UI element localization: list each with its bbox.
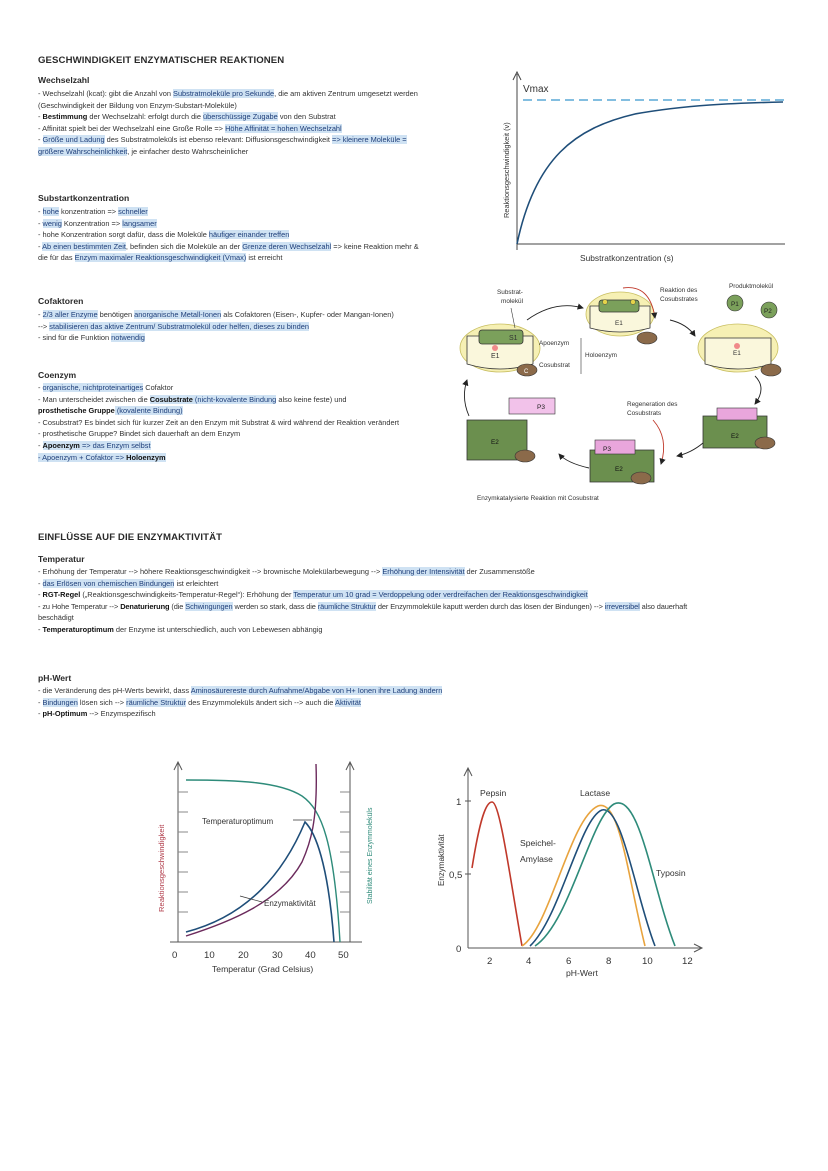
text-line: - Größe und Ladung des Substratmoleküls ist ebenso relevant: Diffusionsgeschwindigkeit => kleinere Moleküle = bbox=[38, 135, 407, 145]
label-amylase: Amylase bbox=[520, 854, 553, 864]
stability-curve bbox=[186, 780, 340, 942]
text-line: - 2/3 aller Enzyme benötigen anorganische Metall-Ionen als Cofaktoren (Eisen-, Kupfer- oder Mangan-Ionen) bbox=[38, 310, 394, 319]
text-line: größere Wahrscheinlichkeit, je einfacher desto Wahrscheinlicher bbox=[38, 146, 249, 156]
enzyme-cycle-diagram bbox=[455, 278, 800, 510]
vmax-ylabel: Reaktionsgeschwindigkeit (v) bbox=[502, 122, 511, 218]
label-typosin: Typosin bbox=[656, 868, 686, 878]
text-line: - sind für die Funktion notwendig bbox=[38, 333, 145, 343]
label-holoenzym: Holoenzym bbox=[585, 352, 617, 359]
cosubstrate-shape-6 bbox=[515, 450, 535, 462]
tag-p2: P2 bbox=[764, 308, 772, 315]
text-line: - Temperaturoptimum der Enzyme ist unterschiedlich, auch von Lebewesen abhängig bbox=[38, 624, 323, 634]
text-line: - prosthetische Gruppe? Bindet sich dauerhaft an dem Enzym bbox=[38, 429, 241, 439]
y-tick: 0 bbox=[456, 944, 462, 955]
temperatur-text bbox=[38, 566, 798, 636]
temperature-chart bbox=[150, 752, 390, 982]
tag-p3: P3 bbox=[537, 404, 546, 411]
rate-curve bbox=[186, 764, 316, 936]
temp-xlabel: Temperatur (Grad Celsius) bbox=[212, 964, 314, 974]
x-tick: 40 bbox=[305, 950, 316, 961]
label-reaktion-2: Cosubstrates bbox=[660, 296, 698, 303]
x-tick: 50 bbox=[338, 950, 349, 961]
x-tick: 6 bbox=[566, 956, 572, 967]
text-line: - zu Hohe Temperatur --> Denaturierung (die Schwingungen werden so stark, dass die räumliche Struktur der Enzymmoleküle kaputt werden durch das lösen der Bindungen) --> irreversibel also dauerhaft bbox=[38, 601, 688, 611]
tag-e2-left: E2 bbox=[491, 439, 499, 446]
tag-c: C bbox=[524, 369, 529, 375]
x-tick: 10 bbox=[204, 950, 215, 961]
tag-p3-mid: P3 bbox=[603, 446, 612, 453]
tag-e1-3: E1 bbox=[733, 350, 741, 357]
heading-temperatur: Temperatur bbox=[38, 554, 85, 564]
x-tick: 8 bbox=[606, 956, 612, 967]
label-cosubstrat: Cosubstrat bbox=[539, 362, 570, 369]
label-substratmolekul-1: Substrat- bbox=[497, 289, 523, 296]
p3-on-enzyme bbox=[717, 408, 757, 420]
temp-x-ticks bbox=[172, 950, 349, 961]
text-line: - Man unterscheidet zwischen die Cosubstrate (nicht-kovalente Bindung also keine feste) und bbox=[38, 394, 347, 404]
x-tick: 0 bbox=[172, 950, 178, 961]
wechselzahl-text bbox=[38, 88, 458, 158]
label-regeneration-2: Cosubstrats bbox=[627, 410, 662, 417]
section-title-einflusse: EINFLÜSSE AUF DIE ENZYMAKTIVITÄT bbox=[38, 532, 223, 543]
label-apoenzym: Apoenzym bbox=[539, 340, 570, 347]
cycle-arrow bbox=[464, 380, 469, 416]
amylase-curve bbox=[530, 810, 655, 946]
atom-dot bbox=[603, 300, 608, 305]
substratkonzentration-text bbox=[38, 206, 458, 264]
cycle-arrow bbox=[527, 306, 583, 320]
temp-y-ticks bbox=[178, 792, 350, 912]
coenzym-text bbox=[38, 382, 458, 463]
label-produktmolekul: Produktmolekül bbox=[729, 283, 774, 290]
label-regeneration-1: Regeneration des bbox=[627, 401, 678, 408]
label-speichel: Speichel- bbox=[520, 838, 556, 848]
y-tick: 1 bbox=[456, 797, 462, 808]
section-title-geschwindigkeit: GESCHWINDIGKEIT ENZYMATISCHER REAKTIONEN bbox=[38, 55, 285, 66]
regeneration-arrow bbox=[653, 420, 664, 464]
tag-e2-right: E2 bbox=[731, 433, 739, 440]
cycle-arrow bbox=[670, 320, 695, 336]
text-line: - die Veränderung des pH-Werts bewirkt, dass Aminosäurereste durch Aufnahme/Abgabe von H+ Ionen ihre Ladung ändern bbox=[38, 686, 443, 695]
temp-optimum-label: Temperaturoptimum bbox=[202, 817, 274, 826]
vmax-label: Vmax bbox=[523, 84, 549, 95]
tag-e1: E1 bbox=[491, 353, 500, 360]
text-line: - Wechselzahl (kcat): gibt die Anzahl von Substratmoleküle pro Sekunde, die am aktiven Zentrum umgesetzt werden bbox=[38, 89, 418, 98]
label-reaktion-1: Reaktion des bbox=[660, 287, 698, 294]
y-tick: 0,5 bbox=[449, 870, 463, 881]
pepsin-curve bbox=[472, 802, 522, 946]
text-line: - RGT-Regel („Reaktionsgeschwindigkeits-Temperatur-Regel“): Erhöhung der Temperatur um 10 grad = Verdoppelung oder verdreifachen der Reaktionsgeschwindigkeit bbox=[38, 590, 588, 600]
cosubstrate-shape-2 bbox=[637, 332, 657, 344]
x-tick: 30 bbox=[272, 950, 283, 961]
cycle-arrow bbox=[677, 443, 703, 456]
text-line: - das Erlösen von chemischen Bindungen ist erleichtert bbox=[38, 578, 219, 588]
active-site-dot-3 bbox=[734, 343, 740, 349]
text-line: - Erhöhung der Temperatur --> höhere Reaktionsgeschwindigkeit --> brownische Molekülarbewegung --> Erhöhung der Intensivität der Zusammenstöße bbox=[38, 567, 535, 576]
p3-shape-mid bbox=[595, 440, 635, 454]
tag-e2-mid: E2 bbox=[615, 466, 623, 473]
p3-released bbox=[509, 398, 555, 414]
text-line: - hohe konzentration => schneller bbox=[38, 207, 148, 216]
cosubstrate-shape-3 bbox=[761, 364, 781, 376]
text-line: - wenig Konzentration => langsamer bbox=[38, 218, 157, 228]
saturation-curve bbox=[517, 102, 783, 244]
text-line: - Apoenzym => das Enzym selbst bbox=[38, 440, 151, 450]
x-tick: 2 bbox=[487, 956, 493, 967]
heading-cofaktoren: Cofaktoren bbox=[38, 296, 84, 306]
temp-ylabel-right: Stabilität eines Enzymmoleküls bbox=[367, 807, 374, 904]
text-line: beschädigt bbox=[38, 613, 74, 623]
lactase-curve bbox=[522, 805, 645, 946]
cosubstrate-shape-4 bbox=[755, 437, 775, 449]
text-line: - Bestimmung der Wechselzahl: erfolgt durch die überschüssige Zugabe von den Substrat bbox=[38, 112, 336, 122]
x-tick: 10 bbox=[642, 956, 653, 967]
vmax-chart bbox=[495, 68, 795, 268]
active-site-dot bbox=[492, 345, 498, 351]
text-line: - Cosubstrat? Es bindet sich für kurzer Zeit an den Enzym mit Substrat & wird während der Reaktion verändert bbox=[38, 417, 400, 427]
tag-p1: P1 bbox=[731, 301, 739, 308]
temp-ylabel-left: Reaktionsgeschwindigkeit bbox=[157, 824, 166, 912]
cofaktoren-text bbox=[38, 309, 458, 344]
ph-xlabel: pH-Wert bbox=[566, 968, 598, 978]
label-pepsin: Pepsin bbox=[480, 788, 507, 798]
x-tick: 12 bbox=[682, 956, 693, 967]
ph-x-ticks bbox=[487, 956, 693, 967]
x-tick: 20 bbox=[238, 950, 249, 961]
activity-pointer bbox=[240, 896, 262, 902]
text-line: - Apoenzym + Cofaktor => Holoenzym bbox=[38, 452, 166, 462]
cycle-arrow bbox=[755, 376, 761, 404]
temp-activity-label: Enzymaktivität bbox=[264, 899, 316, 908]
diagram-caption: Enzymkatalysierte Reaktion mit Cosubstrat bbox=[477, 495, 599, 502]
text-line: prosthetische Gruppe (kovalente Bindung) bbox=[38, 406, 183, 416]
text-line: die für das Enzym maximaler Reaktionsgeschwindigkeit (Vmax) ist erreicht bbox=[38, 253, 283, 263]
heading-wechselzahl: Wechselzahl bbox=[38, 75, 90, 85]
text-line: - Affinität spielt bei der Wechselzahl eine Große Rolle => Höhe Affinität = hohen Wechselzahl bbox=[38, 123, 342, 133]
heading-ph: pH-Wert bbox=[38, 673, 72, 683]
text-line: - organische, nichtproteinartiges Cofaktor bbox=[38, 383, 174, 392]
label-lactase: Lactase bbox=[580, 788, 611, 798]
atom-dot bbox=[631, 300, 636, 305]
vmax-xlabel: Substratkonzentration (s) bbox=[580, 253, 674, 263]
label-substratmolekul-2: molekül bbox=[501, 298, 524, 305]
text-line: - hohe Konzentration sorgt dafür, dass die Moleküle häufiger einander treffen bbox=[38, 230, 290, 240]
ph-text bbox=[38, 685, 798, 720]
text-line: - Ab einen bestimmten Zeit, befinden sich die Moleküle an der Grenze deren Wechselzahl => keine Reaktion mehr & bbox=[38, 241, 419, 251]
typosin-curve bbox=[535, 803, 675, 946]
heading-coenzym: Coenzym bbox=[38, 370, 77, 380]
heading-substratkonzentration: Substartkonzentration bbox=[38, 193, 130, 203]
x-tick: 4 bbox=[526, 956, 532, 967]
tag-e1-2: E1 bbox=[615, 320, 623, 327]
enzyme-activity-curve bbox=[186, 822, 334, 942]
text-line: - Bindungen lösen sich --> räumliche Struktur des Enzymmoleküls ändert sich --> auch die Aktivität bbox=[38, 697, 361, 707]
ph-y-ticks bbox=[449, 797, 462, 955]
ph-chart bbox=[430, 758, 710, 980]
ph-ylabel: Enzymaktivität bbox=[437, 834, 446, 886]
tag-s1: S1 bbox=[509, 335, 518, 342]
text-line: (Geschwindigkeit der Bildung von Enzym-Substart-Moleküle) bbox=[38, 100, 237, 110]
cycle-arrow bbox=[559, 454, 589, 468]
cosubstrate-shape-5 bbox=[631, 472, 651, 484]
text-line: - pH-Optimum --> Enzymspezifisch bbox=[38, 709, 156, 719]
text-line: --> stabilisieren das aktive Zentrum/ Substratmolekül oder helfen, dieses zu binden bbox=[38, 321, 309, 331]
